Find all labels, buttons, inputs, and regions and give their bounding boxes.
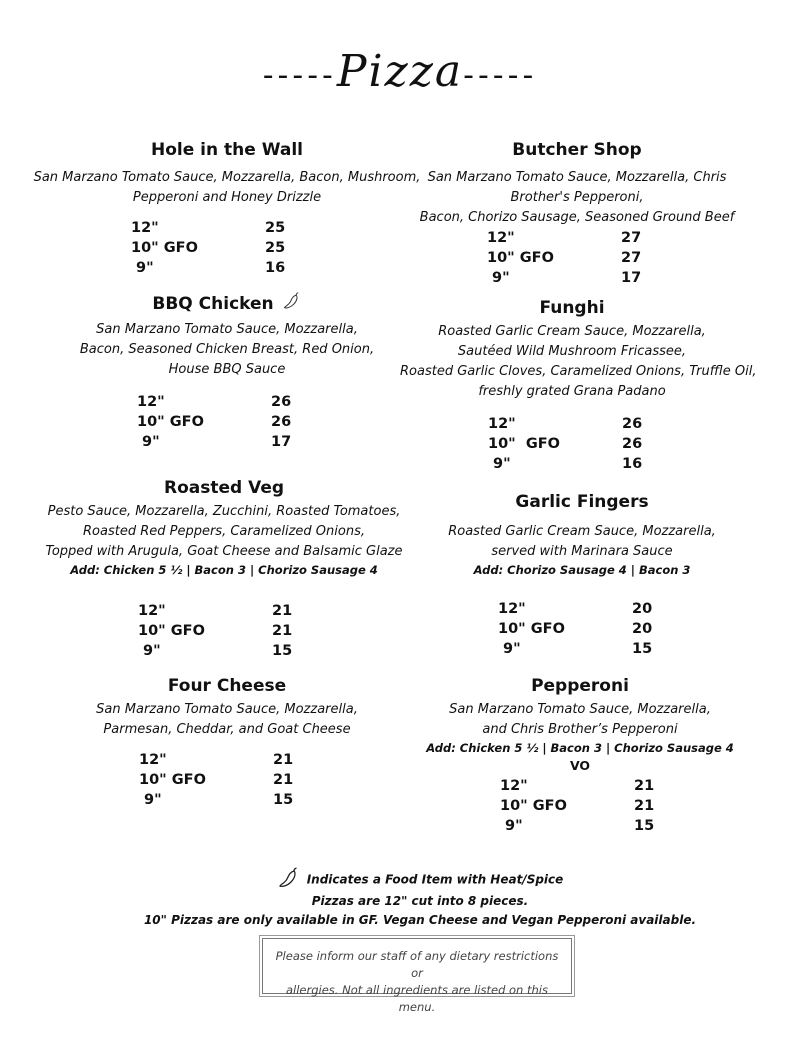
price-row: 12" 26 (488, 416, 643, 432)
price-row: 10" GFO 26 (137, 414, 292, 430)
item-description: Roasted Garlic Cream Sauce, Mozzarella, served with Marinara Sauce (448, 524, 716, 559)
item-name: Funghi (539, 298, 605, 318)
price-row: 9" 16 (488, 456, 643, 472)
price-row: 10" GFO 21 (139, 772, 294, 788)
item-description: San Marzano Tomato Sauce, Mozzarella, Bacon, Seasoned Chicken Breast, Red Onion, House BBQ Sauce (79, 322, 375, 377)
price-row: 12" 27 (487, 230, 642, 246)
item-name: Pepperoni (531, 676, 629, 696)
item-addons: Add: Chicken 5 ½ | Bacon 3 | Chorizo Sausage 4 (426, 741, 734, 755)
allergy-notice (262, 938, 572, 1014)
chili-pepper-icon (277, 866, 301, 890)
gf-vegan-info: 10" Pizzas are only available in GF. Vegan Cheese and Vegan Pepperoni available. (143, 912, 697, 927)
cut-info: Pizzas are 12" cut into 8 pieces. (311, 894, 529, 908)
menu-item-hole-in-the-wall (22, 138, 432, 278)
title-dashes-right: ----- (463, 58, 538, 93)
price-row: 10" GFO 25 (131, 240, 286, 256)
menu-footer (0, 868, 800, 929)
item-description: Pesto Sauce, Mozzarella, Zucchini, Roasted Tomatoes, Roasted Red Peppers, Caramelized Onions, Topped with Arugula, Goat Cheese and Balsamic Glaze (45, 504, 403, 559)
price-row: 9" 17 (137, 434, 292, 450)
menu-title (0, 42, 800, 102)
menu-item-garlic-fingers (432, 490, 732, 659)
menu-item-pepperoni (426, 674, 734, 836)
price-list (138, 601, 298, 661)
price-row: 12" 21 (138, 603, 293, 619)
price-list (139, 750, 299, 810)
menu-item-funghi (400, 296, 757, 474)
price-list (498, 599, 658, 659)
price-row: 12" 20 (498, 601, 653, 617)
item-name: Roasted Veg (163, 478, 285, 498)
price-row: 9" 16 (131, 260, 286, 276)
item-name: Butcher Shop (512, 140, 642, 160)
item-name: Hole in the Wall (151, 140, 303, 160)
price-row: 10" GFO 26 (488, 436, 643, 452)
price-row: 9" 15 (500, 818, 655, 834)
chili-pepper-icon (282, 291, 302, 311)
page-title: Pizza (336, 46, 464, 97)
item-description: Roasted Garlic Cream Sauce, Mozzarella, Sautéed Wild Mushroom Fricassee, Roasted Garlic Cloves, Caramelized Onions, Truffle Oil, freshly grated Grana Padano (400, 324, 757, 399)
spice-legend: Indicates a Food Item with Heat/Spice (0, 868, 800, 892)
price-list (137, 392, 297, 452)
item-name: Garlic Fingers (515, 492, 649, 512)
menu-item-bbq-chicken (52, 292, 402, 452)
price-list (488, 414, 648, 474)
price-row: 10" GFO 20 (498, 621, 653, 637)
item-description: San Marzano Tomato Sauce, Mozzarella, and Chris Brother’s Pepperoni (449, 702, 711, 737)
title-dashes-left: ----- (262, 58, 337, 93)
price-row: 9" 15 (138, 643, 293, 659)
price-row: 10" GFO 21 (500, 798, 655, 814)
item-description: San Marzano Tomato Sauce, Mozzarella, Bacon, Mushroom, Pepperoni and Honey Drizzle (33, 170, 421, 205)
item-addons: Add: Chorizo Sausage 4 | Bacon 3 (473, 563, 691, 577)
price-row: 12" 25 (131, 220, 286, 236)
item-name: Four Cheese (167, 676, 287, 696)
menu-item-four-cheese (62, 674, 392, 810)
price-row: 9" 17 (487, 270, 642, 286)
price-row: 10" GFO 21 (138, 623, 293, 639)
item-description: San Marzano Tomato Sauce, Mozzarella, Parmesan, Cheddar, and Goat Cheese (96, 702, 358, 737)
price-row: 10" GFO 27 (487, 250, 642, 266)
item-addons: Add: Chicken 5 ½ | Bacon 3 | Chorizo Sausage 4 (70, 563, 378, 577)
item-note: VO (569, 758, 591, 773)
price-row: 12" 26 (137, 394, 292, 410)
price-list (131, 218, 291, 278)
notice-line-1: Please inform our staff of any dietary restrictions or (275, 949, 559, 980)
price-row: 9" 15 (498, 641, 653, 657)
item-description: San Marzano Tomato Sauce, Mozzarella, Chris Brother's Pepperoni, Bacon, Chorizo Sausage, Seasoned Ground Beef (419, 170, 735, 225)
item-name: BBQ Chicken (52, 292, 402, 316)
price-row: 9" 15 (139, 792, 294, 808)
menu-item-butcher-shop (419, 138, 735, 288)
notice-line-2: allergies. Not all ingredients are listed on this menu. (285, 983, 548, 1014)
price-list (500, 776, 660, 836)
price-row: 12" 21 (500, 778, 655, 794)
menu-item-roasted-veg (42, 476, 406, 661)
price-list (487, 228, 647, 288)
price-row: 12" 21 (139, 752, 294, 768)
